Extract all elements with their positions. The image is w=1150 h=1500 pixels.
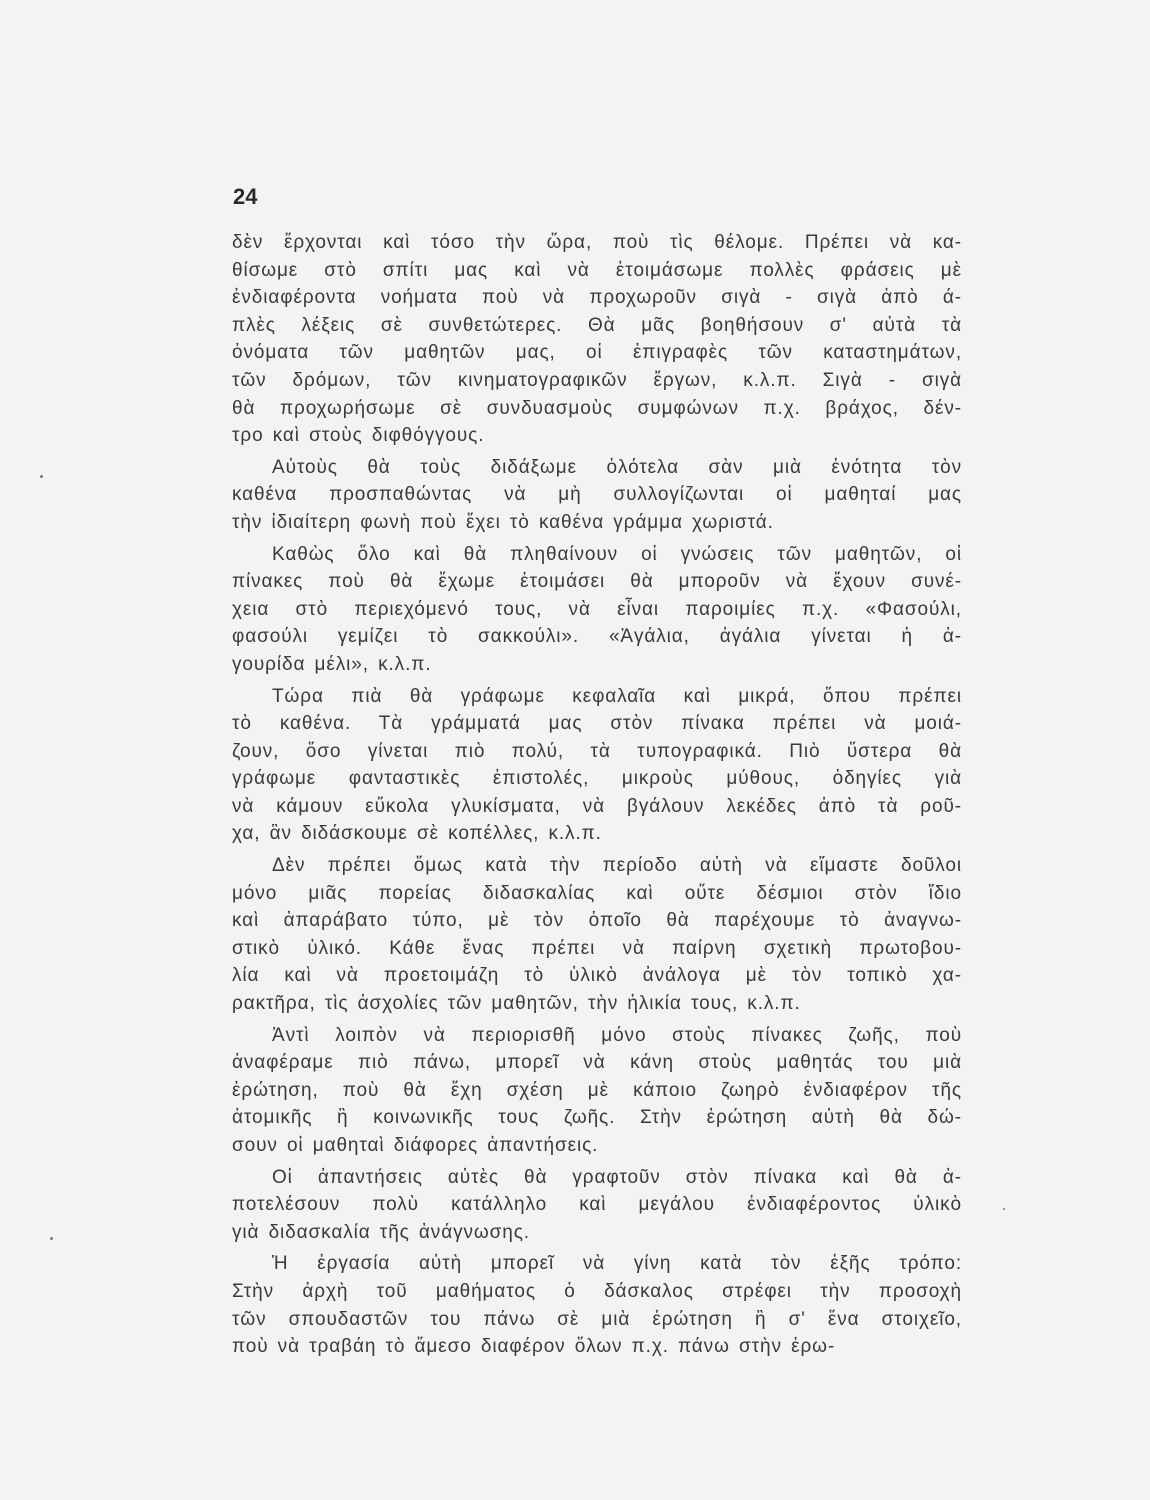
text-line: ἀτομικῆς ἢ κοινωνικῆς τους ζωῆς. Στὴν ἐρώτηση αὐτὴ θὰ δώ- bbox=[232, 1107, 962, 1129]
paragraph bbox=[232, 1022, 962, 1160]
text-line: γιὰ διδασκαλία τῆς ἀνάγνωσης. bbox=[232, 1221, 530, 1243]
text-line: στικὸ ὑλικό. Κάθε ἕνας πρέπει νὰ παίρνη σχετικὴ πρωτοβου- bbox=[232, 937, 962, 959]
text-line: Οἱ ἀπαντήσεις αὐτὲς θὰ γραφτοῦν στὸν πίνακα καὶ θὰ ἀ- bbox=[272, 1166, 962, 1188]
text-line: ρακτῆρα, τὶς ἀσχολίες τῶν μαθητῶν, τὴν ἡλικία τους, κ.λ.π. bbox=[232, 993, 801, 1015]
paragraph bbox=[232, 541, 962, 679]
text-line: τρο καὶ στοὺς διφθόγγους. bbox=[232, 425, 485, 447]
text-line: ζουν, ὅσο γίνεται πιὸ πολύ, τὰ τυπογραφικά. Πιὸ ὕστερα θὰ bbox=[232, 740, 962, 762]
paragraph bbox=[232, 454, 962, 537]
text-line: δὲν ἔρχονται καὶ τόσο τὴν ὥρα, ποὺ τὶς θέλομε. Πρέπει νὰ κα- bbox=[232, 232, 962, 253]
text-line: ἐρώτηση, ποὺ θὰ ἔχη σχέση μὲ κάποιο ζωηρὸ ἐνδιαφέρον τῆς bbox=[232, 1079, 962, 1101]
text-line: θὰ προχωρήσωμε σὲ συνδυασμοὺς συμφώνων π.χ. βράχος, δέν- bbox=[232, 397, 962, 419]
text-line: γράφωμε φανταστικὲς ἐπιστολές, μικροὺς μύθους, ὁδηγίες γιὰ bbox=[232, 768, 962, 790]
text-line: καθένα προσπαθώντας νὰ μὴ συλλογίζωνται οἱ μαθηταί μας bbox=[232, 484, 962, 506]
text-line: Ἡ ἐργασία αὐτὴ μπορεῖ νὰ γίνη κατὰ τὸν ἑξῆς τρόπο: bbox=[272, 1253, 962, 1275]
scan-speck bbox=[1003, 1208, 1005, 1210]
text-line: λία καὶ νὰ προετοιμάζη τὸ ὑλικὸ ἀνάλογα μὲ τὸν τοπικὸ χα- bbox=[232, 965, 962, 987]
text-line: τὴν ἰδιαίτερη φωνὴ ποὺ ἔχει τὸ καθένα γράμμα χωριστά. bbox=[232, 511, 774, 533]
text-line: Ἀντὶ λοιπὸν νὰ περιορισθῆ μόνο στοὺς πίνακες ζωῆς, ποὺ bbox=[272, 1024, 962, 1046]
text-line: τὸ καθένα. Τὰ γράμματά μας στὸν πίνακα πρέπει νὰ μοιά- bbox=[232, 713, 962, 735]
text-line: ποτελέσουν πολὺ κατάλληλο καὶ μεγάλου ἐνδιαφέροντος ὑλικὸ bbox=[232, 1194, 962, 1216]
text-line: Αὐτοὺς θὰ τοὺς διδάξωμε ὁλότελα σὰν μιὰ ἑνότητα τὸν bbox=[272, 456, 962, 478]
text-line: ποὺ νὰ τραβάη τὸ ἄμεσο διαφέρον ὅλων π.χ. πάνω στὴν ἐρω- bbox=[232, 1336, 836, 1358]
paragraph bbox=[232, 229, 962, 450]
text-line: χεια στὸ περιεχόμενό τους, νὰ εἶναι παροιμίες π.χ. «Φασούλι, bbox=[232, 598, 962, 620]
body-text bbox=[232, 229, 962, 1361]
text-line: γουρίδα μέλι», κ.λ.π. bbox=[232, 653, 432, 675]
text-line: θίσωμε στὸ σπίτι μας καὶ νὰ ἑτοιμάσωμε πολλὲς φράσεις μὲ bbox=[232, 259, 962, 281]
text-line: Δὲν πρέπει ὅμως κατὰ τὴν περίοδο αὐτὴ νὰ εἴμαστε δοῦλοι bbox=[272, 855, 962, 877]
text-line: πλὲς λέξεις σὲ συνθετώτερες. Θὰ μᾶς βοηθήσουν σ' αὐτὰ τὰ bbox=[232, 314, 962, 336]
text-line: Καθὼς ὅλο καὶ θὰ πληθαίνουν οἱ γνώσεις τῶν μαθητῶν, οἱ bbox=[272, 543, 962, 565]
paragraph bbox=[232, 1250, 962, 1360]
text-line: νὰ κάμουν εὔκολα γλυκίσματα, νὰ βγάλουν λεκέδες ἀπὸ τὰ ροῦ- bbox=[232, 795, 962, 817]
text-line: πίνακες ποὺ θὰ ἔχωμε ἑτοιμάσει θὰ μποροῦν νὰ ἔχουν συνέ- bbox=[232, 571, 962, 593]
text-line: χα, ἂν διδάσκουμε σὲ κοπέλλες, κ.λ.π. bbox=[232, 823, 602, 845]
text-line: τῶν δρόμων, τῶν κινηματογραφικῶν ἔργων, κ.λ.π. Σιγὰ - σιγὰ bbox=[232, 369, 962, 391]
text-line: ἀναφέραμε πιὸ πάνω, μπορεῖ νὰ κάνη στοὺς μαθητάς του μιὰ bbox=[232, 1052, 962, 1074]
text-line: σουν οἱ μαθηταὶ διάφορες ἀπαντήσεις. bbox=[232, 1135, 599, 1156]
text-line: ὀνόματα τῶν μαθητῶν μας, οἱ ἐπιγραφὲς τῶν καταστημάτων, bbox=[232, 342, 962, 364]
text-line: Στὴν ἀρχὴ τοῦ μαθήματος ὁ δάσκαλος στρέφει τὴν προσοχὴ bbox=[232, 1280, 962, 1302]
paragraph bbox=[232, 852, 962, 1018]
paragraph bbox=[232, 1164, 962, 1247]
scan-speck bbox=[50, 1237, 53, 1240]
page-number: 24 bbox=[233, 184, 258, 209]
text-line: Τώρα πιὰ θὰ γράφωμε κεφαλαῖα καὶ μικρά, ὅπου πρέπει bbox=[272, 685, 962, 707]
text-line: τῶν σπουδαστῶν του πάνω σὲ μιὰ ἐρώτηση ἢ σ' ἕνα στοιχεῖο, bbox=[232, 1308, 962, 1330]
text-line: καὶ ἀπαράβατο τύπο, μὲ τὸν ὁποῖο θὰ παρέχουμε τὸ ἀναγνω- bbox=[232, 910, 962, 932]
text-line: φασούλι γεμίζει τὸ σακκούλι». «Ἀγάλια, ἀγάλια γίνεται ἡ ἀ- bbox=[232, 626, 962, 648]
scan-speck bbox=[40, 475, 43, 478]
text-line: μόνο μιᾶς πορείας διδασκαλίας καὶ οὔτε δέσμιοι στὸν ἴδιο bbox=[232, 882, 962, 904]
paragraph bbox=[232, 683, 962, 849]
text-line: ἐνδιαφέροντα νοήματα ποὺ νὰ προχωροῦν σιγὰ - σιγὰ ἀπὸ ά- bbox=[232, 287, 962, 309]
